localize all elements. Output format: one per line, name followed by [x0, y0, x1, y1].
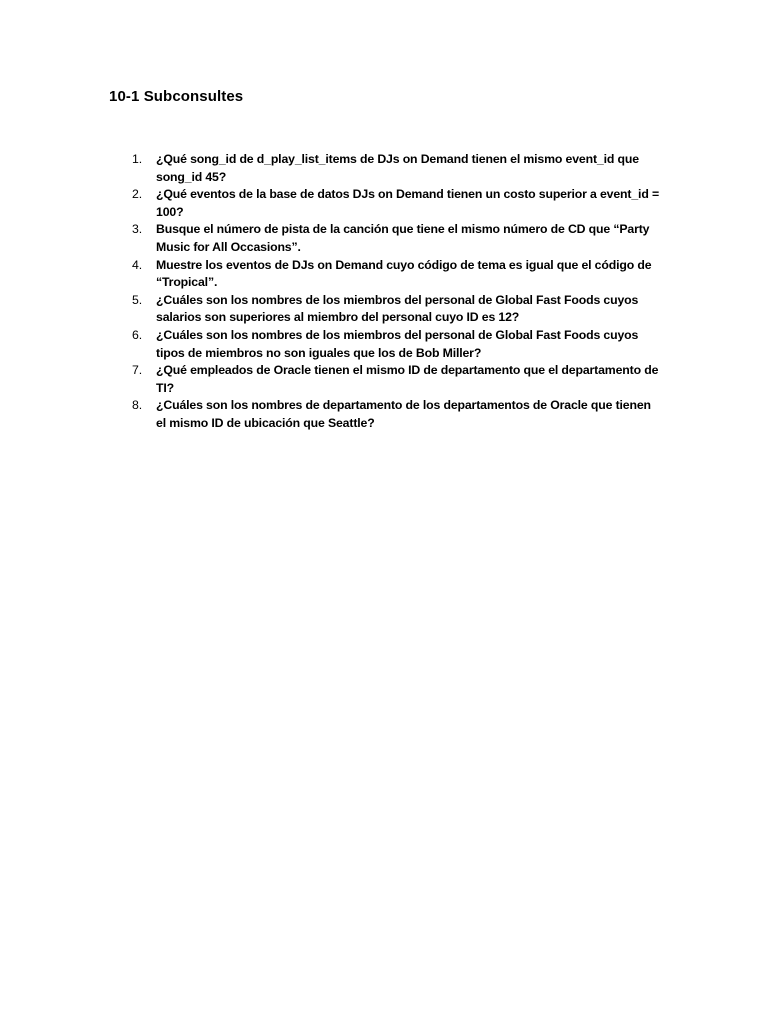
item-number: 2.: [132, 187, 142, 202]
item-number: 1.: [132, 152, 142, 166]
item-number: 6.: [132, 327, 142, 342]
item-text: ¿Qué eventos de la base de datos DJs on Demand tienen un costo superior a event_id = 100?: [156, 187, 659, 219]
list-item: [111, 397, 661, 432]
item-number: 8.: [132, 398, 142, 413]
list-item: [111, 151, 661, 186]
item-number: 5.: [132, 292, 142, 307]
item-text: Busque el número de pista de la canción que tiene el mismo número de CD que “Party Music for All Occasions”.: [156, 222, 650, 254]
item-number: 4.: [132, 257, 142, 272]
list-item: [111, 257, 661, 292]
list-item: [111, 186, 661, 221]
item-text: ¿Cuáles son los nombres de los miembros del personal de Global Fast Foods cuyos salarios son superiores al miembro del personal cuyo ID es 12?: [156, 292, 639, 325]
page-title: 10-1 Subconsultes: [109, 88, 244, 105]
list-item: [111, 362, 661, 397]
item-number: 3.: [132, 222, 142, 237]
item-text: Muestre los eventos de DJs on Demand cuyo código de tema es igual que el código de “Tropical”.: [156, 257, 652, 290]
list-item: [111, 327, 661, 362]
list-item: [111, 292, 661, 327]
list-item: [111, 221, 661, 256]
item-text: ¿Cuáles son los nombres de los miembros del personal de Global Fast Foods cuyos tipos de miembros no son iguales que los de Bob Miller?: [156, 327, 639, 360]
item-number: 7.: [132, 363, 142, 378]
item-text: ¿Cuáles son los nombres de departamento de los departamentos de Oracle que tienen el mismo ID de ubicación que Seattle?: [156, 398, 651, 430]
item-text: ¿Qué song_id de d_play_list_items de DJs on Demand tienen el mismo event_id que song_id 45?: [156, 152, 639, 184]
item-text: ¿Qué empleados de Oracle tienen el mismo ID de departamento que el departamento de TI?: [156, 363, 659, 395]
question-list: [111, 151, 661, 433]
